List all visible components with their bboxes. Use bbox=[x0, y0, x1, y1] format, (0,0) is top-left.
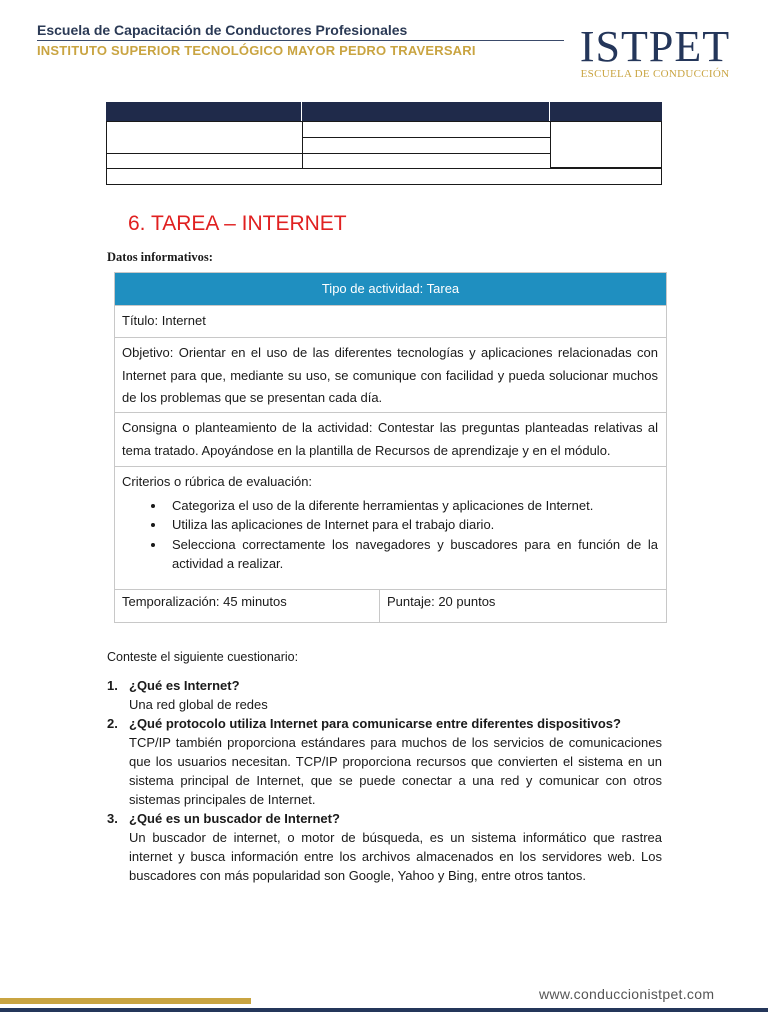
activity-title-row: Título: Internet bbox=[115, 305, 666, 337]
table-cell bbox=[302, 121, 551, 138]
section-title-text: TAREA – INTERNET bbox=[150, 212, 347, 235]
logo-subtitle: ESCUELA DE CONDUCCIÓN bbox=[580, 68, 730, 80]
section-number: 6. bbox=[128, 212, 146, 235]
question-number: 2. bbox=[107, 716, 118, 731]
header-divider bbox=[37, 40, 564, 41]
table-cell bbox=[106, 121, 303, 154]
questionnaire-intro: Conteste el siguiente cuestionario: bbox=[107, 650, 299, 664]
activity-type-header: Tipo de actividad: Tarea bbox=[115, 273, 666, 305]
table-cell bbox=[550, 121, 662, 168]
answer-text: Un buscador de internet, o motor de búsqueda, es un sistema informático que rastrea internet y busca información entre los archivos almacenados en los servidores web. Los buscadores con más popularidad son Google, Yahoo y Bing, entre otros tantos. bbox=[129, 830, 662, 883]
answer-text: TCP/IP también proporciona estándares para muchos de los servicios de comunicaciones que los usuarios necesitan. TCP/IP proporciona recursos que convierten el sistema en un sistema principal de Internet, que se puede conectar a una red y comunicar con otros sistemas principales de Internet. bbox=[129, 735, 662, 807]
table-cell bbox=[302, 137, 551, 154]
activity-objective-row: Objetivo: Orientar en el uso de las diferentes tecnologías y aplicaciones relacionadas con Internet para que, mediante su uso, se comunique con facilidad y pueda solucionar muchos de los problemas que se presentan cada día. bbox=[115, 337, 666, 412]
question-number: 3. bbox=[107, 811, 118, 826]
time-score-row bbox=[115, 589, 666, 622]
question-item bbox=[107, 714, 662, 809]
question-item bbox=[107, 809, 662, 885]
criteria-item: • Categoriza el uso de la diferente herramientas y aplicaciones de Internet. bbox=[166, 496, 658, 516]
activity-criteria-row bbox=[115, 466, 666, 589]
empty-header-table bbox=[106, 102, 662, 185]
question-number: 1. bbox=[107, 678, 118, 693]
istpet-logo bbox=[575, 22, 735, 80]
table-cell bbox=[106, 168, 662, 185]
question-text: ¿Qué es Internet? bbox=[129, 678, 240, 693]
criteria-list bbox=[122, 496, 658, 574]
institute-name: INSTITUTO SUPERIOR TECNOLÓGICO MAYOR PEDRO TRAVERSARI bbox=[37, 43, 476, 58]
datos-informativos-label: Datos informativos: bbox=[107, 250, 213, 264]
temporalizacion: Temporalización: 45 minutos bbox=[115, 590, 380, 622]
activity-consigna-row: Consigna o planteamiento de la actividad: Contestar las preguntas planteadas relativas al tema tratado. Apoyándose en la plantilla de Recursos de aprendizaje y en el módulo. bbox=[115, 412, 666, 466]
activity-table bbox=[114, 272, 667, 623]
criteria-item: • Utiliza las aplicaciones de Internet para el trabajo diario. bbox=[166, 515, 658, 535]
question-text: ¿Qué protocolo utiliza Internet para comunicarse entre diferentes dispositivos? bbox=[129, 716, 621, 731]
table-cell bbox=[106, 153, 303, 169]
footer-website-link[interactable]: www.conduccionistpet.com bbox=[539, 986, 715, 1002]
section-title bbox=[128, 212, 347, 236]
footer-gold-bar bbox=[0, 998, 251, 1004]
answer-text: Una red global de redes bbox=[129, 697, 268, 712]
criteria-item: • Selecciona correctamente los navegadores y buscadores para en función de la actividad a realizar. bbox=[166, 535, 658, 574]
school-name: Escuela de Capacitación de Conductores Profesionales bbox=[37, 22, 408, 38]
question-item bbox=[107, 676, 662, 714]
criteria-label: Criterios o rúbrica de evaluación: bbox=[122, 474, 313, 489]
logo-text: ISTPET bbox=[579, 22, 731, 71]
question-list bbox=[107, 676, 662, 885]
puntaje: Puntaje: 20 puntos bbox=[387, 594, 496, 609]
table-header-bar bbox=[106, 102, 662, 121]
table-cell bbox=[302, 153, 551, 169]
question-text: ¿Qué es un buscador de Internet? bbox=[129, 811, 340, 826]
footer-navy-bar bbox=[0, 1008, 768, 1012]
